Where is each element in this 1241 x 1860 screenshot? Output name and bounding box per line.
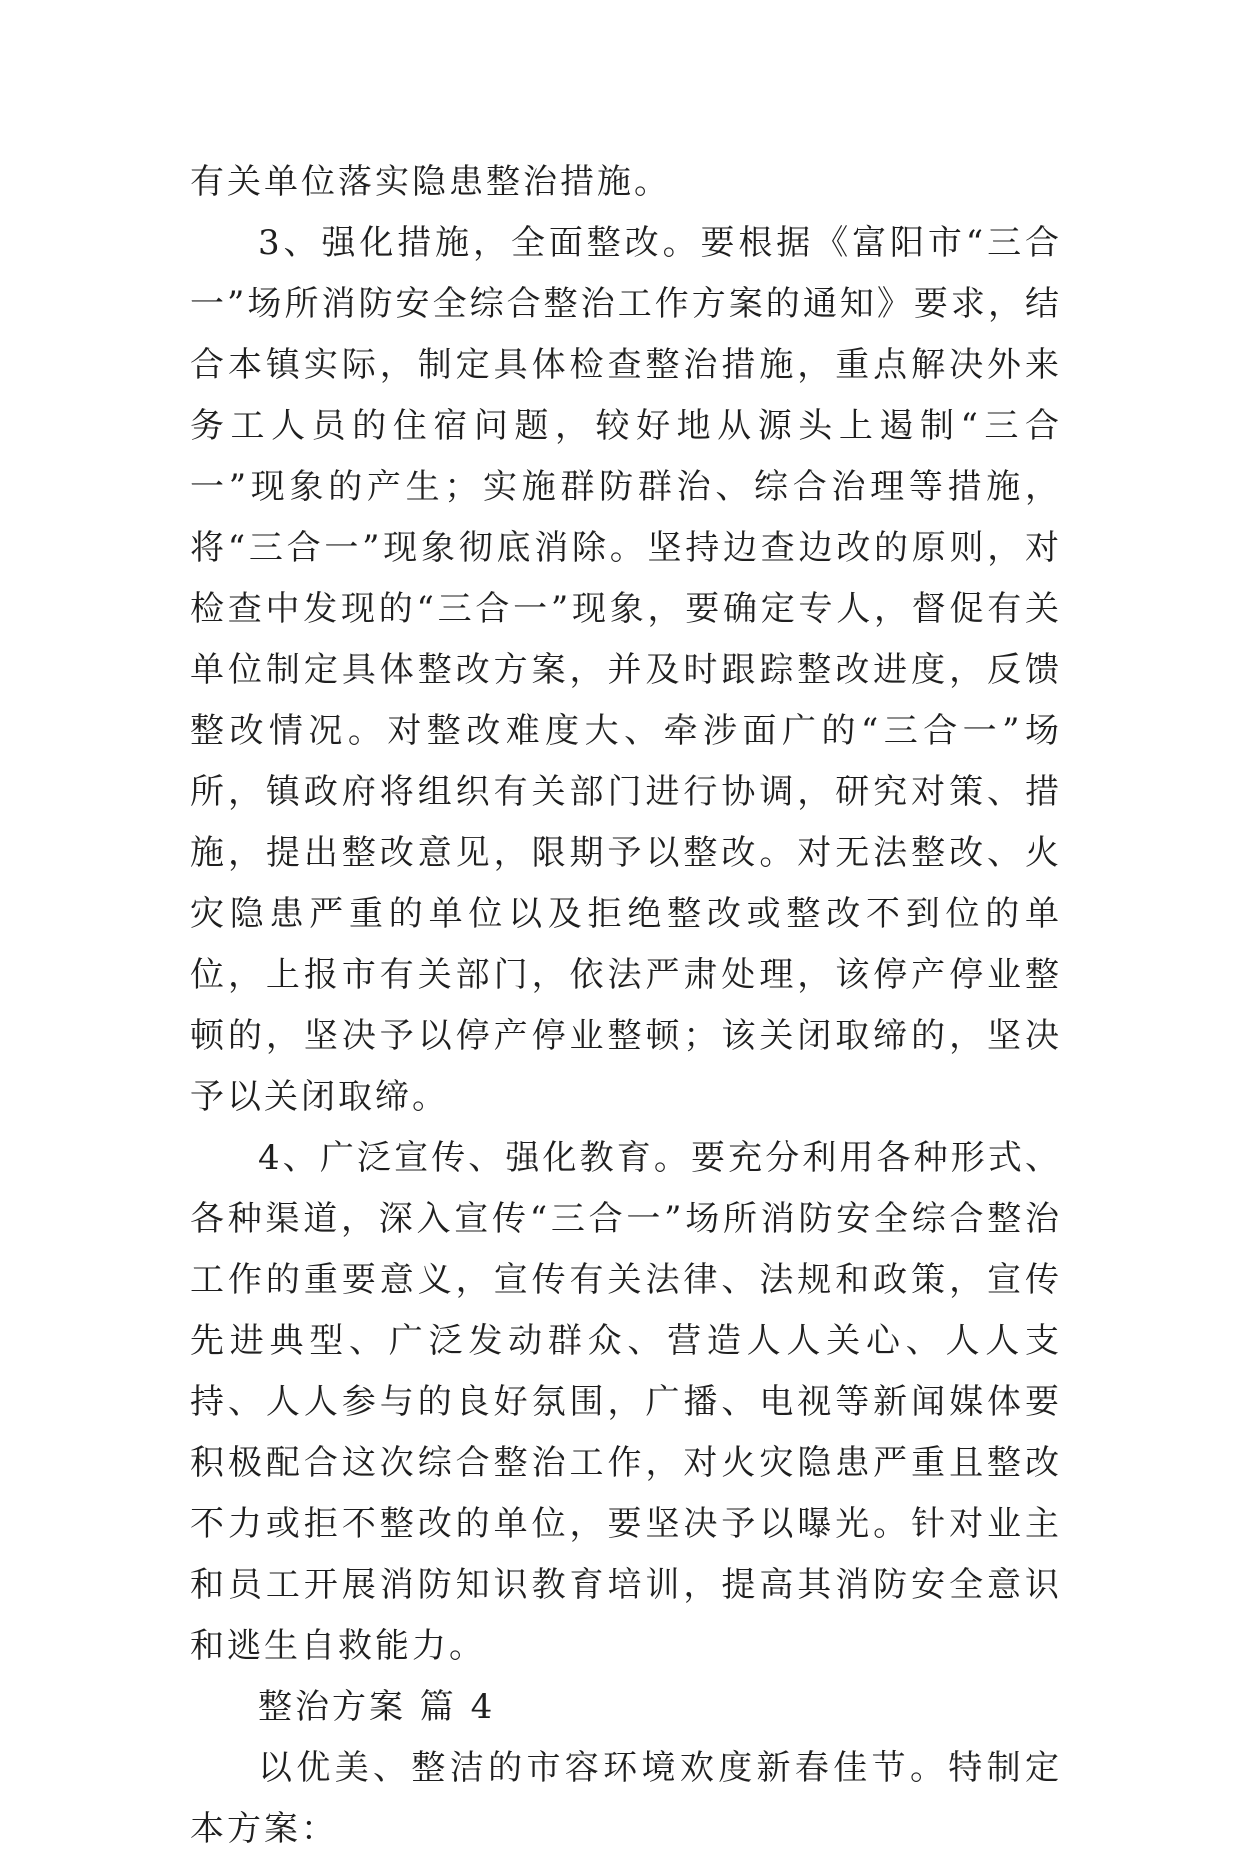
section-heading: 整治方案 篇 4	[258, 1687, 496, 1727]
paragraph-item-4: 4、广泛宣传、强化教育。要充分利用各种形式、各种渠道，深入宣传“三合一”场所消防安全综合整治工作的重要意义，宣传有关法律、法规和政策，宣传先进典型、广泛发动群众、营造人人关心、人人支持、人人参与的良好氛围，广播、电视等新闻媒体要积极配合这次综合整治工作，对火灾隐患严重且整改不力或拒不整改的单位，要坚决予以曝光。针对业主和员工开展消防知识教育培训，提高其消防安全意识和逃生自救能力。	[190, 1138, 1062, 1666]
document-body	[190, 152, 1062, 1860]
paragraph-item-3: 3、强化措施，全面整改。要根据《富阳市“三合一”场所消防安全综合整治工作方案的通知》要求，结合本镇实际，制定具体检查整治措施，重点解决外来务工人员的住宿问题，较好地从源头上遏制“三合一”现象的产生；实施群防群治、综合治理等措施，将“三合一”现象彻底消除。坚持边查边改的原则，对检查中发现的“三合一”现象，要确定专人，督促有关单位制定具体整改方案，并及时跟踪整改进度，反馈整改情况。对整改难度大、牵涉面广的“三合一”场所，镇政府将组织有关部门进行协调，研究对策、措施，提出整改意见，限期予以整改。对无法整改、火灾隐患严重的单位以及拒绝整改或整改不到位的单位，上报市有关部门，依法严肃处理，该停产停业整顿的，坚决予以停产停业整顿；该关闭取缔的，坚决予以关闭取缔。	[190, 223, 1062, 1117]
closing-paragraph: 以优美、整洁的市容环境欢度新春佳节。特制定本方案：	[190, 1748, 1062, 1849]
paragraph-continuation: 有关单位落实隐患整治措施。	[190, 162, 671, 202]
